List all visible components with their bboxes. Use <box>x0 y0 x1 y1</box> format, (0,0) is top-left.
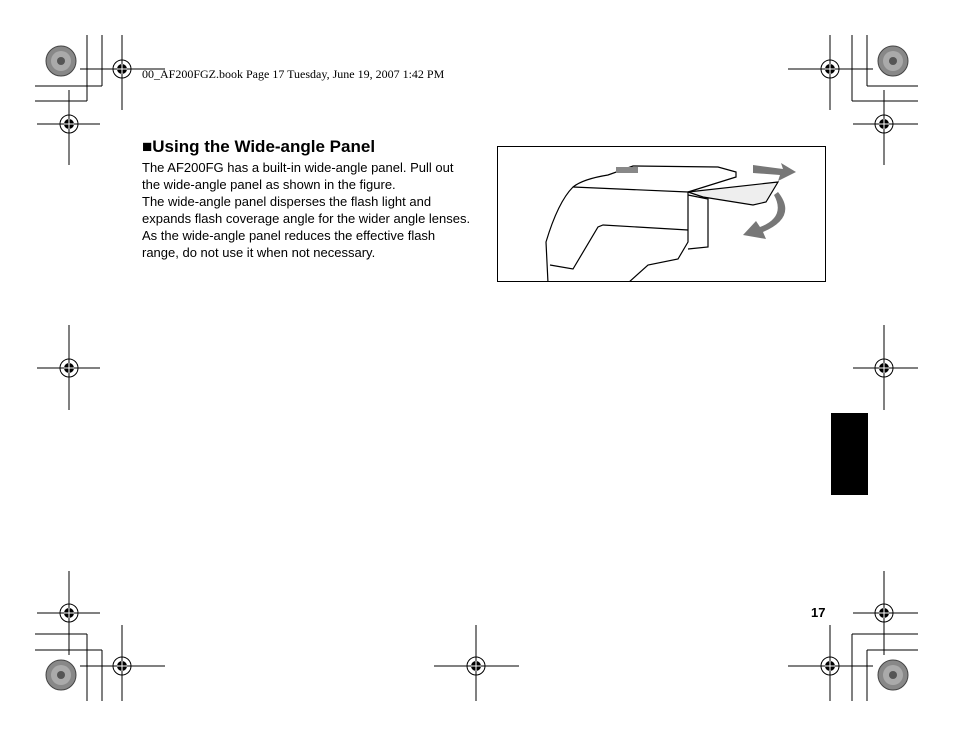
pull-out-arrow-icon <box>753 163 796 181</box>
chapter-thumb-tab <box>831 413 868 495</box>
paragraph: The AF200FG has a built-in wide-angle panel. Pull out the wide-angle panel as shown in the figure. <box>142 160 454 192</box>
page-number: 17 <box>811 605 826 620</box>
flash-sensor <box>616 167 638 173</box>
section-title: ■Using the Wide-angle Panel <box>142 137 376 156</box>
flash-wide-angle-panel-figure <box>497 146 826 282</box>
paragraph: As the wide-angle panel reduces the effective flash range, do not use it when not necessary. <box>142 228 436 260</box>
paragraph: The wide-angle panel disperses the flash light and expands flash coverage angle for the wider angle lenses. <box>142 194 471 226</box>
print-header: 00_AF200FGZ.book Page 17 Tuesday, June 19, 2007 1:42 PM <box>142 67 445 81</box>
flash-illustration <box>498 147 826 282</box>
section-body <box>142 159 472 261</box>
